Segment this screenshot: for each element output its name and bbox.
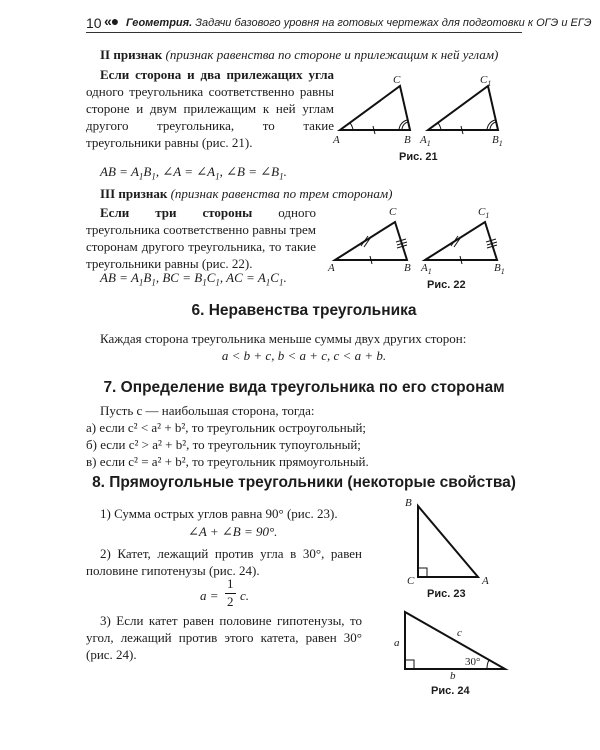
- fig21-caption: Рис. 21: [399, 151, 438, 163]
- fig24-triangle: [405, 608, 515, 678]
- sign2-heading: II признак (признак равенства по стороне и прилежащим к ней углам): [100, 47, 499, 62]
- fig21-label-A: A: [333, 134, 340, 146]
- header-markers: «●: [104, 13, 119, 29]
- sign3-text: Если три стороны одного треугольника соответственно равны трем сторонам другого треугольника, то такие треугольники равны (рис. 22).: [86, 205, 317, 271]
- sec7-item-a: а) если c² < a² + b², то треугольник остроугольный;: [86, 420, 367, 435]
- fig21-label-A1: $A_1$: [420, 134, 431, 149]
- sec8-f2-lhs: a =: [200, 588, 219, 603]
- sec8-p1: 1) Сумма острых углов равна 90° (рис. 23).: [100, 506, 338, 521]
- fig23-caption: Рис. 23: [427, 588, 466, 600]
- fig24-angle-label: 30°: [465, 656, 481, 668]
- fig24-label-b: b: [450, 670, 456, 682]
- fig22-label-A: A: [328, 262, 335, 274]
- sec6-text: Каждая сторона треугольника меньше суммы двух других сторон:: [100, 331, 467, 346]
- fig22-label-A1: $A_1$: [421, 262, 432, 277]
- fig21-label-B1: $B_1$: [492, 134, 503, 149]
- fig22-label-B1: $B_1$: [494, 262, 505, 277]
- sec8-f2-den: 2: [227, 594, 234, 609]
- sec7-item-c: в) если c² = a² + b², то треугольник прямоугольный.: [86, 454, 369, 469]
- fig22-label-B: B: [404, 262, 411, 274]
- sec6-formula: a < b + c, b < a + c, c < a + b.: [221, 348, 387, 363]
- sec7-item-b: б) если c² > a² + b², то треугольник тупоугольный;: [86, 437, 361, 452]
- fig24-label-c: c: [457, 627, 462, 639]
- sec7-heading: 7. Определение вида треугольника по его сторонам: [103, 379, 505, 396]
- fig21-label-B: B: [404, 134, 411, 146]
- fig23-label-A: A: [482, 575, 489, 587]
- fig23-label-C: C: [407, 575, 415, 587]
- sign3-formula: AB = $A_1B_1$, BC = $B_1C_1$, AC = $A_1C_1$.: [100, 270, 287, 288]
- book-title: Геометрия. Задачи базового уровня на готовых чертежах для подготовки к ОГЭ и ЕГЭ: [126, 17, 592, 29]
- fig24-caption: Рис. 24: [431, 685, 470, 697]
- sec8-heading: 8. Прямоугольные треугольники (некоторые свойства): [92, 474, 516, 491]
- page-number: 10: [86, 15, 102, 31]
- fig24-label-a: a: [394, 637, 400, 649]
- sign2-formula: AB = $A_1B_1$, ∠A = $\angle A_1$, ∠B = $\angle B_1$.: [100, 164, 287, 182]
- sign2-text: Если сторона и два прилежащих угла одного треугольника соответственно равны стороне и двум прилежащим к ней углам другого треугольника, то такие треугольники равны (рис. 21).: [86, 67, 334, 150]
- fig22-label-C: C: [389, 206, 397, 218]
- fig22-caption: Рис. 22: [427, 279, 466, 291]
- sec7-intro: Пусть c — наибольшая сторона, тогда:: [100, 403, 315, 418]
- sec8-p3: 3) Если катет равен половине гипотенузы, то угол, лежащий против этого катета, равен 30° (рис. 24).: [86, 613, 362, 662]
- running-header: [86, 12, 592, 33]
- sec8-p2: 2) Катет, лежащий против угла в 30°, равен половине гипотенузы (рис. 24).: [86, 546, 362, 578]
- sign3-heading: III признак (признак равенства по трем сторонам): [100, 186, 393, 201]
- sec8-f2-rhs: c.: [240, 588, 250, 603]
- fig23-triangle: [418, 504, 488, 584]
- fig21-label-C1: $C_1$: [480, 74, 492, 89]
- sec8-f1: ∠A + ∠B = 90°.: [188, 524, 278, 539]
- sec8-f2-num: 1: [227, 576, 234, 591]
- fig21-label-C: C: [393, 74, 401, 86]
- fig23-label-B: B: [405, 497, 412, 509]
- sec6-heading: 6. Неравенства треугольника: [191, 302, 417, 319]
- fig22-label-C1: $C_1$: [478, 206, 490, 221]
